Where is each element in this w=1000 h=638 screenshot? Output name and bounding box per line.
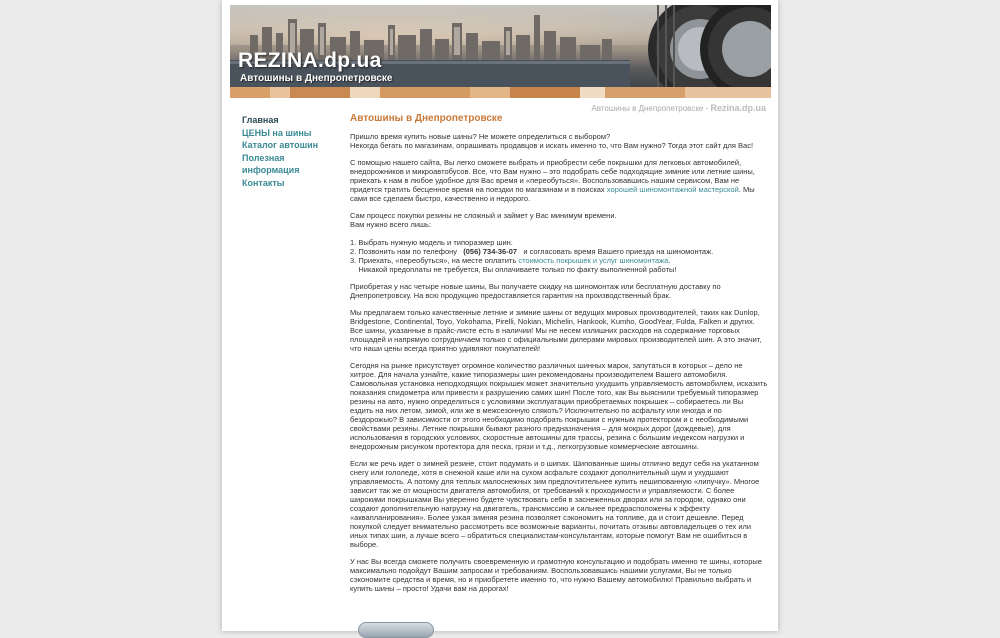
price-services-link[interactable]: стоимость покрышек и услуг шиномонтажа [518,256,669,265]
intro-paragraph [350,132,768,150]
page-container [222,0,778,631]
page-title: Автошины в Днепропетровске [350,113,503,124]
header-banner [230,5,771,87]
main-content [350,113,768,601]
phone-number: (056) 734-36-07 [463,247,518,256]
intro-line-2: Некогда бегать по магазинам, опрашивать продавцов и искать именно то, что Вам нужно? Тогда этот сайт для Вас! [350,141,754,150]
tagline-site: Rezina.dp.ua [710,103,766,113]
steps-paragraph [350,211,768,274]
sidebar-nav [242,114,342,189]
winter-paragraph: Если же речь идет о зимней резине, стоит подумать и о шипах. Шипованные шины отлично ведут себя на укатанном снегу или гололеде, хотя в снежной каше или на сухом асфальте создают дополнительный шум и ухудшают управляемость. А потому для теплых малоснежных зим предпочтительнее купить нешипованную «липучку». Многое зависит так же от мощности двигателя автомобиля, от требований к проходимости и управляемости. С более широкими покрышками Вы уверенно будете чувствовать себя в заснеженных дворах или за городом, однако они создают дополнительную нагрузку на двигатель, трансмиссию и сильнее предрасположены к эффекту «аквапланирования». Более узкая зимняя резина позволяет сэкономить на топливе, да и стоит дешевле. Перед покупкой следует внимательно рассмотреть все возможные варианты, почитать отзывы автовладельцев о тех или иных типах шин, а лучше всего – обратиться специалистам-консультантам, которые помогут Вам не ошибиться в выборе. [350,459,760,549]
service-text: С помощью нашего сайта, Вы легко сможете выбрать и приобрести себе покрышки для легковых автомобилей, внедорожников и микроавтобусов. Все, что Вам нужно – это подобрать себе подходящие зимние или летние шины, приехать к нам в любое удобное для Вас время и «переобуться». Воспользовавшись нашим сервисом, Вам не придется тратить бесценное время на поездки по магазинам и в поисках [350,158,755,194]
nav-item-home[interactable]: Главная [242,115,279,125]
nav-item-prices[interactable]: ЦЕНЫ на шины [242,127,312,138]
counter-badge[interactable] [358,622,434,638]
step-3-text: 3. Приехать, «переобуться», на месте оплатить [350,256,519,265]
service-paragraph [350,158,768,203]
nav-item-contacts[interactable]: Контакты [242,177,285,188]
step-3-note: Никакой предоплаты не требуется, Вы оплачиваете только по факту выполненной работы! [358,265,677,274]
closing-paragraph: У нас Вы всегда сможете получить своевременную и грамотную консультацию и подобрать именно те шины, которые максимально подойдут Вашим запросам и требованиям. Воспользовавшись нашими услугами, Вы не только сэкономите средства и время, но и приобретете именно то, что нужно Вашему автомобилю! Правильно выбрать и купить шины – просто! Удачи вам на дорогах! [350,557,762,593]
brands-paragraph: Мы предлагаем только качественные летние и зимние шины от ведущих мировых производителей, таких как Dunlop, Bridgestone, Continental, Toyo, Yokohama, Pirelli, Nokian, Michelin, Hankook, Kumho, GoodYear, Fulda, Falken и других. Все шины, указанные в прайс-листе есть в наличии! Мы не несем излишних расходов на содержание торговых площадей и напрямую сотрудничаем только с официальными дилерами мировых производителей шин. А это значит, что наши цены всегда приятно удивляют покупателей! [350,308,762,353]
steps-intro-1: Сам процесс покупки резины не сложный и займет у Вас минимум времени. [350,211,617,220]
step-2-text-end: и согласовать время Вашего приезда на шиномонтаж. [517,247,714,256]
decorative-stripe [230,87,771,98]
step-3-text-end: . [668,256,671,265]
tire-shop-link[interactable]: хорошей шиномонтажной мастерской [606,185,739,194]
service-text-end: . Мы сами все сделаем быстро, качественно и недорого. [350,185,755,203]
steps-intro-2: Вам нужно всего лишь: [350,220,432,229]
site-tagline [591,103,766,113]
discount-paragraph: Приобретая у нас четыре новые шины, Вы получаете скидку на шиномонтаж или бесплатную доставку по Днепропетровску. На всю продукцию предоставляется гарантия на производственный брак. [350,282,721,300]
nav-item-catalog[interactable]: Каталог автошин [242,140,319,150]
site-subtitle: Автошины в Днепропетровске [240,73,393,84]
nav-item-info[interactable]: Полезная информация [242,152,300,175]
step-1: 1. Выбрать нужную модель и типоразмер шин. [350,238,513,247]
choice-paragraph: Сегодня на рынке присутствует огромное количество различных шинных марок, запутаться в которых – дело не хитрое. Для начала узнайте, какие типоразмеры шин рекомендованы производителем Вашего автомобиля. Самовольная установка неподходящих покрышек может значительно ухудшить управляемость автомобилем, исказить показания спидометра или привести к разрушению самих шин! После того, как Вы выяснили требуемый типоразмер резины на авто, нужно определиться с условиями эксплуатации приобретаемых покрышек – собираетесь ли Вы ездить на них летом, зимой, или же в межсезонную слякоть? Исключительно по асфальту или иногда и по бездорожью? В зависимости от этого необходимо подобрать покрышки с нужным протектором и с необходимыми свойствами резины. Летние покрышки бывают разного предназначения – для мокрых дорог (дождевые), для использования в городских условиях, скоростные автошины для трассы, резина с большим индексом нагрузки и внедорожным рисунком протектора для песка, грязи и т.д., легкогрузовые коммерческие автошины. [350,361,768,451]
intro-line-1: Пришло время купить новые шины? Не можете определиться с выбором? [350,132,611,141]
site-logo[interactable]: REZINA.dp.ua [238,49,382,72]
tagline-text: Автошины в Днепропетровске - [591,104,711,113]
step-2-text: 2. Позвонить нам по телефону [350,247,464,256]
